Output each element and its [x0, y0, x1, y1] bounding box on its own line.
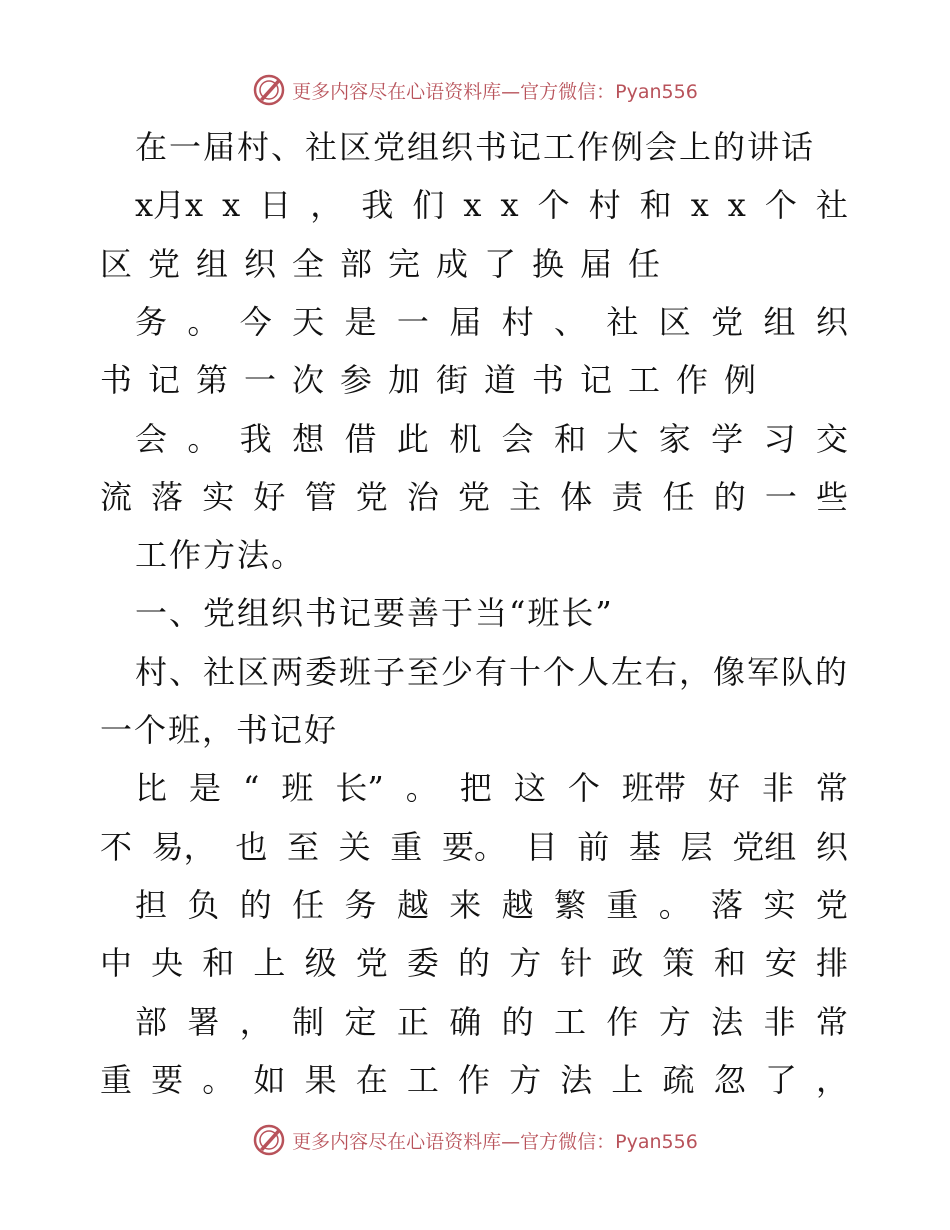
watermark-footer [0, 1120, 950, 1160]
text-line: 重 要 。 如 果 在 工 作 方 法 上 疏 忽 了 ， [100, 1060, 848, 1099]
text-line: 比 是 “ 班 长” 。 把 这 个 班带 好 非 常 [135, 769, 848, 808]
quill-seal-icon [252, 1123, 286, 1157]
text-line: 担 负 的 任 务 越 来 越 繁 重 。 落 实 党 [135, 885, 848, 924]
text-line: 工作方法。 [135, 536, 306, 575]
text-line: 一个班，书记好 [100, 711, 339, 749]
text-line: 部 署 ， 制 定 正 确 的 工 作 方 法 非 常 [135, 1002, 848, 1041]
text-line: 不 易， 也 至 关 重 要。 目 前 基 层 党组 织 [100, 827, 848, 866]
text-line: 中 央 和 上 级 党 委 的 方 针 政 策 和 安 排 [100, 944, 848, 983]
text-line: 区 党 组 织 全 部 完 成 了 换 届 任 [100, 244, 661, 283]
text-line: 村、社区两委班子至少有十个人左右，像军队的 [135, 652, 850, 691]
text-line: 一、党组织书记要善于当“班长” [135, 594, 614, 633]
text-line: 务 。 今 天 是 一 届 村 、 社 区 党 组 织 [135, 302, 848, 341]
text-line: x月x x 日 ， 我 们 x x 个 村 和 x x 个 社 [135, 186, 848, 225]
text-line: 会 。 我 想 借 此 机 会 和 大 家 学 习 交 [135, 419, 848, 458]
text-line: 书 记 第 一 次 参 加 街 道 书 记 工 作 例 [100, 361, 757, 400]
text-line: 流 落 实 好 管 党 治 党 主 体 责 任 的 一 些 [100, 477, 848, 516]
watermark-text: 更多内容尽在心语资料库—官方微信：Pyan556 [292, 1130, 698, 1153]
quill-seal-icon [252, 73, 286, 107]
text-line: 在一届村、社区党组织书记工作例会上的讲话 [135, 128, 816, 166]
watermark-header [0, 70, 950, 110]
watermark-text: 更多内容尽在心语资料库—官方微信：Pyan556 [292, 80, 698, 103]
